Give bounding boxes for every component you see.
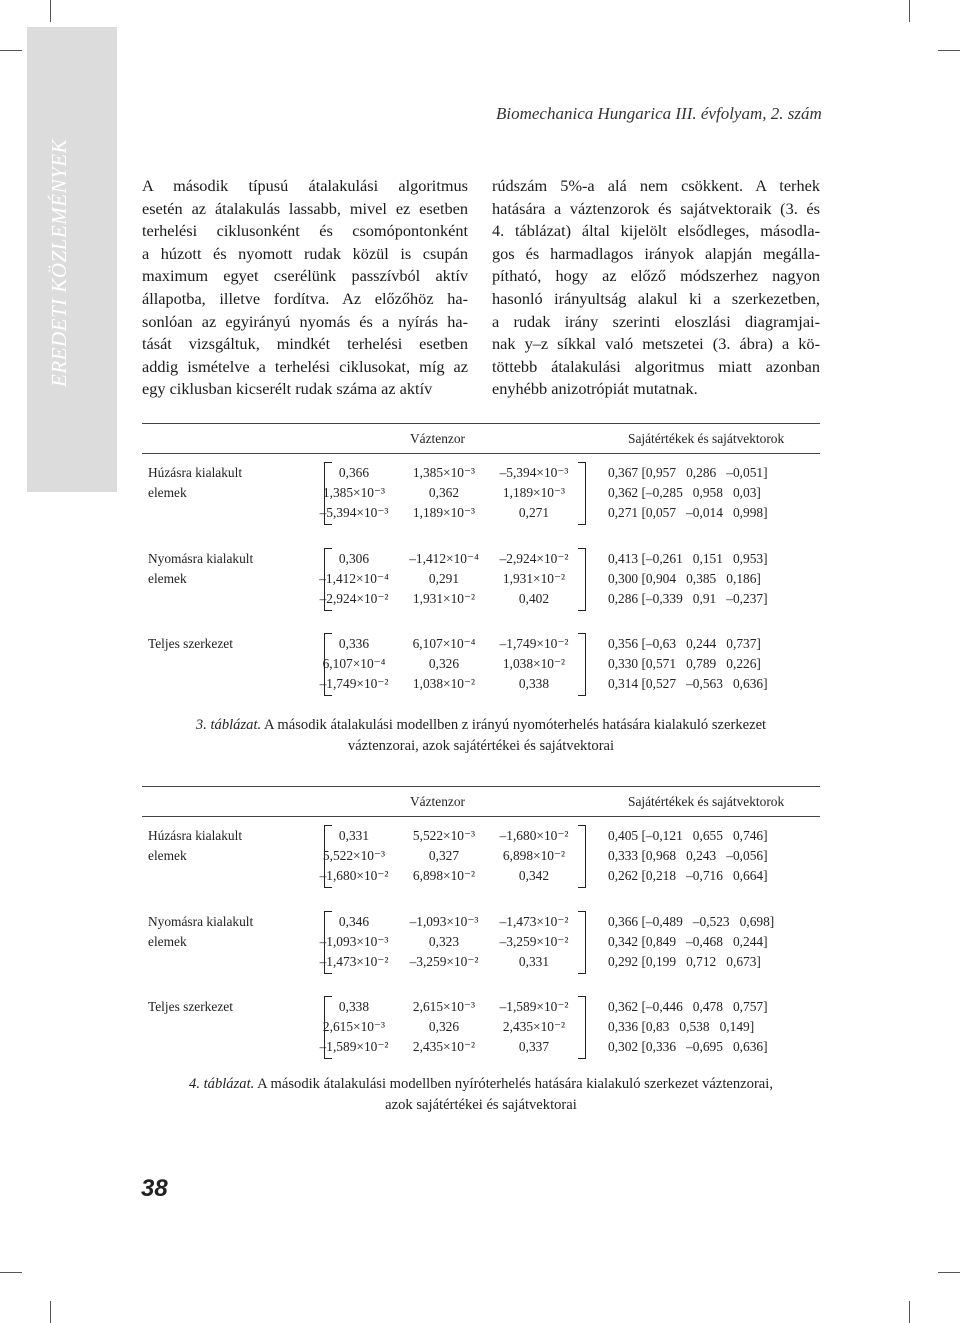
row-label-line: Nyomásra kialakult [148, 551, 254, 566]
matrix-cell: 0,346 [338, 914, 370, 929]
text-line: nak y–z síkkal való metszetei (3. ábra) a kö- [492, 334, 820, 354]
text-line: pítható, hogy az előző módszerhez nagyon [492, 266, 820, 286]
matrix-cell: –1,680×10⁻² [499, 828, 569, 843]
text-line: töttebb átalakulási algoritmus miatt azonban [492, 356, 820, 376]
matrix-cell: 6,898×10⁻² [502, 848, 566, 863]
matrix-cell: 0,338 [338, 999, 370, 1014]
matrix-bracket-right [578, 911, 586, 974]
column-header-eigen: Sajátértékek és sajátvektorok [628, 794, 785, 809]
section-side-band [27, 27, 117, 492]
row-label-line: elemek [148, 934, 187, 949]
matrix-bracket-right [578, 996, 586, 1059]
text-line: hatására a váztenzorok és sajátvektoraik (3. és [492, 198, 820, 218]
matrix-cell: –1,749×10⁻² [319, 676, 389, 691]
text-line: terhelési ciklusonként és csomópontonként [142, 221, 468, 241]
matrix-cell: 0,306 [338, 551, 370, 566]
text-line: gos és harmadlagos irányok alapján megálla- [492, 243, 820, 263]
text-line: a húzott és nyomott rudak közül is csupán [142, 243, 468, 263]
row-label-line: elemek [148, 485, 187, 500]
matrix-cell: 0,338 [518, 676, 550, 691]
matrix-cell: 0,326 [428, 656, 460, 671]
matrix-cell: –1,473×10⁻² [319, 954, 389, 969]
matrix-cell: –3,259×10⁻² [409, 954, 479, 969]
eigen-entry: 0,330 [0,571 0,789 0,226] [608, 656, 761, 671]
matrix-cell: 0,342 [518, 868, 550, 883]
text-line: sonlóan az egyirányú nyomás és a nyírás ha- [142, 311, 468, 331]
caption-text: A második átalakulási modellben nyíróterhelés hatására kialakuló szerkezet váztenzorai, [254, 1076, 773, 1092]
matrix-cell: 5,522×10⁻³ [412, 828, 476, 843]
matrix-cell: 0,271 [518, 505, 550, 520]
crop-mark [50, 1301, 51, 1323]
eigen-entry: 0,336 [0,83 0,538 0,149] [608, 1019, 755, 1034]
crop-mark [0, 50, 22, 51]
text-line: 4. táblázat) által kijelölt elsődleges, másodla- [492, 221, 820, 241]
matrix-cell: –2,924×10⁻² [499, 551, 569, 566]
table-top-rule [142, 786, 820, 787]
matrix-cell: 0,366 [338, 465, 370, 480]
matrix-bracket-right [578, 462, 586, 525]
row-label-line: Teljes szerkezet [148, 999, 233, 1014]
eigen-entry: 0,356 [–0,63 0,244 0,737] [608, 636, 761, 651]
matrix-cell: –1,749×10⁻² [499, 636, 569, 651]
row-label-line: elemek [148, 571, 187, 586]
table-row-group [142, 549, 820, 611]
matrix-cell: –5,394×10⁻³ [499, 465, 569, 480]
column-header-tensor: Váztenzor [410, 431, 466, 446]
table-4-caption [142, 1074, 820, 1116]
crop-mark [0, 1272, 22, 1273]
text-line: addig ismételve a terhelési ciklusokat, míg az [142, 356, 468, 376]
table-row-group [142, 997, 820, 1059]
row-label [148, 997, 233, 1017]
matrix-cell: 0,331 [518, 954, 550, 969]
matrix-cell: 1,385×10⁻³ [322, 485, 386, 500]
section-side-label: EREDETI KÖZLEMÉNYEK [47, 138, 71, 387]
matrix-cell: –1,412×10⁻⁴ [319, 571, 389, 586]
crop-mark [938, 50, 960, 51]
column-header-tensor: Váztenzor [410, 794, 466, 809]
eigen-entry: 0,292 [0,199 0,712 0,673] [608, 954, 761, 969]
journal-header: Biomechanica Hungarica III. évfolyam, 2. szám [496, 104, 822, 123]
table-row-group [142, 912, 820, 974]
matrix-cell: 1,038×10⁻² [502, 656, 566, 671]
table-top-rule [142, 423, 820, 424]
body-left-column [142, 175, 468, 401]
text-line: maximum egyet cserélünk passzívból aktív [142, 266, 468, 286]
matrix-cell: –5,394×10⁻³ [319, 505, 389, 520]
row-label [148, 463, 242, 503]
caption-text: váztenzorai, azok sajátértékei és sajátvektorai [347, 738, 615, 754]
row-label-line: Húzásra kialakult [148, 828, 243, 843]
matrix-cell: –1,589×10⁻² [319, 1039, 389, 1054]
matrix-cell: 0,327 [428, 848, 460, 863]
text-line: enyhébb anizotrópiát mutatnak. [492, 379, 698, 399]
text-line: A második típusú átalakulási algoritmus [142, 176, 468, 195]
eigen-entry: 0,362 [–0,446 0,478 0,757] [608, 999, 768, 1014]
matrix-bracket-right [578, 825, 586, 888]
table-header-rule [142, 816, 820, 817]
matrix-cell: 2,435×10⁻² [412, 1039, 476, 1054]
matrix-cell: 6,107×10⁻⁴ [322, 656, 386, 671]
matrix-cell: –1,589×10⁻² [499, 999, 569, 1014]
matrix-cell: 0,291 [428, 571, 460, 586]
eigen-entry: 0,366 [–0,489 –0,523 0,698] [608, 914, 775, 929]
caption-label: 3. táblázat. [195, 717, 262, 733]
crop-mark [50, 0, 51, 22]
text-line: tását vizsgáltuk, mindkét terhelési esetben [142, 334, 468, 354]
eigen-entry: 0,262 [0,218 –0,716 0,664] [608, 868, 768, 883]
eigen-entry: 0,314 [0,527 –0,563 0,636] [608, 676, 768, 691]
row-label [148, 826, 242, 866]
matrix-cell: 0,331 [338, 828, 370, 843]
eigen-entry: 0,342 [0,849 –0,468 0,244] [608, 934, 768, 949]
eigen-entry: 0,405 [–0,121 0,655 0,746] [608, 828, 768, 843]
matrix-cell: 1,189×10⁻³ [502, 485, 566, 500]
crop-mark [909, 1301, 910, 1323]
matrix-cell: 1,038×10⁻² [412, 676, 476, 691]
matrix-bracket-right [578, 548, 586, 611]
matrix-cell: –1,093×10⁻³ [319, 934, 389, 949]
eigen-entry: 0,413 [–0,261 0,151 0,953] [608, 551, 768, 566]
body-right-column [492, 175, 820, 401]
caption-label: 4. táblázat. [189, 1076, 255, 1092]
caption-text: azok sajátértékei és sajátvektorai [385, 1097, 577, 1113]
matrix-cell: 0,336 [338, 636, 370, 651]
page-number: 38 [141, 1175, 168, 1202]
row-label [148, 634, 233, 654]
matrix-cell: 1,385×10⁻³ [412, 465, 476, 480]
matrix-cell: 0,337 [518, 1039, 550, 1054]
crop-mark [938, 1272, 960, 1273]
matrix-cell: 6,107×10⁻⁴ [412, 636, 476, 651]
eigen-entry: 0,286 [–0,339 0,91 –0,237] [608, 591, 768, 606]
matrix-cell: –1,680×10⁻² [319, 868, 389, 883]
matrix-cell: 2,615×10⁻³ [412, 999, 476, 1014]
row-label-line: Nyomásra kialakult [148, 914, 254, 929]
matrix-cell: 6,898×10⁻² [412, 868, 476, 883]
row-label [148, 549, 253, 589]
row-label-line: Húzásra kialakult [148, 465, 243, 480]
matrix-cell: 0,326 [428, 1019, 460, 1034]
crop-mark [909, 0, 910, 22]
matrix-cell: 2,615×10⁻³ [322, 1019, 386, 1034]
matrix-bracket-right [578, 633, 586, 696]
table-3-caption [142, 715, 820, 757]
text-line: hasonló irányultság alakul ki a szerkezetben, [492, 288, 820, 308]
matrix-cell: 0,323 [428, 934, 460, 949]
row-label-line: elemek [148, 848, 187, 863]
matrix-cell: 0,402 [518, 591, 550, 606]
matrix-cell: –2,924×10⁻² [319, 591, 389, 606]
row-label-line: Teljes szerkezet [148, 636, 233, 651]
eigen-entry: 0,300 [0,904 0,385 0,186] [608, 571, 761, 586]
matrix-cell: 5,522×10⁻³ [322, 848, 386, 863]
eigen-entry: 0,362 [–0,285 0,958 0,03] [608, 485, 761, 500]
eigen-entry: 0,271 [0,057 –0,014 0,998] [608, 505, 768, 520]
eigen-entry: 0,367 [0,957 0,286 –0,051] [608, 465, 768, 480]
matrix-cell: –1,093×10⁻³ [409, 914, 479, 929]
table-row-group [142, 634, 820, 696]
table-row-group [142, 826, 820, 888]
text-line: a rudak irány szerinti eloszlási diagramjai- [492, 311, 820, 331]
table-row-group [142, 463, 820, 525]
matrix-cell: –1,473×10⁻² [499, 914, 569, 929]
eigen-entry: 0,302 [0,336 –0,695 0,636] [608, 1039, 768, 1054]
matrix-cell: 1,931×10⁻² [412, 591, 476, 606]
matrix-cell: –3,259×10⁻² [499, 934, 569, 949]
column-header-eigen: Sajátértékek és sajátvektorok [628, 431, 785, 446]
matrix-cell: –1,412×10⁻⁴ [409, 551, 479, 566]
caption-text: A második átalakulási modellben z irányú nyomóterhelés hatására kialakuló szerkezet [261, 717, 767, 733]
text-line: állapotba, illetve fordítva. Az előzőhöz ha- [142, 288, 468, 308]
matrix-cell: 1,931×10⁻² [502, 571, 566, 586]
text-line: egy ciklusban kicserélt rudak száma az aktív [142, 379, 433, 399]
matrix-cell: 1,189×10⁻³ [412, 505, 476, 520]
matrix-cell: 0,362 [428, 485, 460, 500]
matrix-cell: 2,435×10⁻² [502, 1019, 566, 1034]
table-header-rule [142, 453, 820, 454]
eigen-entry: 0,333 [0,968 0,243 –0,056] [608, 848, 768, 863]
row-label [148, 912, 253, 952]
text-line: esetén az átalakulás lassabb, mivel ez esetben [142, 198, 468, 218]
text-line: rúdszám 5%-a alá nem csökkent. A terhek [492, 176, 820, 195]
